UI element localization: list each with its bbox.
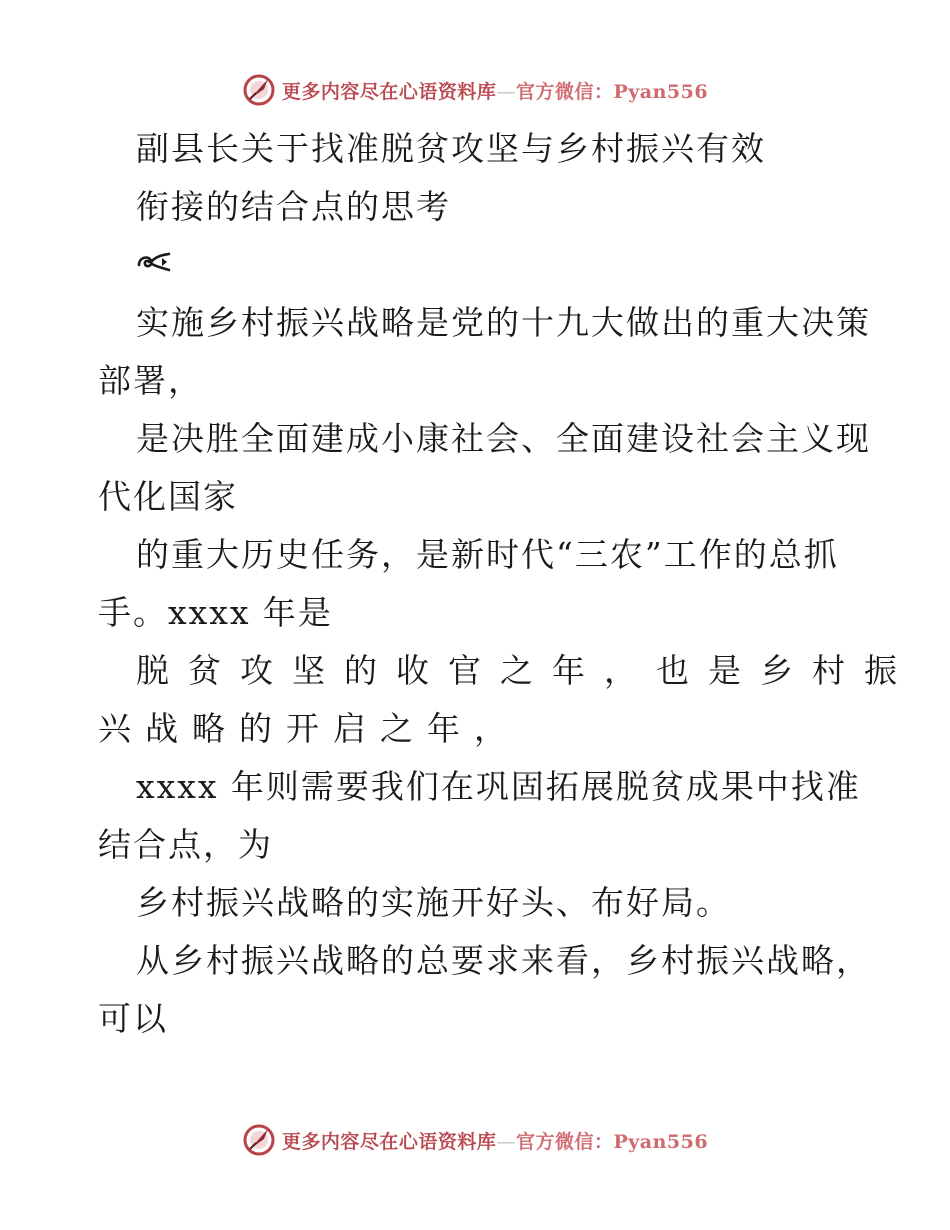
- watermark-wechat: 官方微信：Pyan556: [515, 1130, 709, 1153]
- quill-logo-icon: [242, 1123, 276, 1157]
- document-title-line-2: 衔接的结合点的思考: [136, 187, 451, 226]
- paragraph-line: 兴战略的开启之年，: [98, 709, 521, 748]
- watermark-text: 更多内容尽在心语资料库: [281, 80, 497, 103]
- footer-watermark: [0, 1120, 950, 1160]
- flourish-icon: [136, 250, 172, 274]
- header-watermark: [0, 70, 950, 110]
- quill-logo-icon: [242, 73, 276, 107]
- paragraph-line: 结合点，为: [98, 825, 273, 864]
- paragraph-line: 从乡村振兴战略的总要求来看，乡村振兴战略，: [136, 941, 871, 980]
- paragraph-line: 部署，: [98, 361, 203, 400]
- ornament-row: [98, 236, 858, 294]
- paragraph-line: xxxx 年则需要我们在巩固拓展脱贫成果中找准: [136, 767, 861, 806]
- document-title-line-1: 副县长关于找准脱贫攻坚与乡村振兴有效: [136, 129, 766, 168]
- watermark-separator: —: [496, 80, 516, 103]
- paragraph-line: 手。xxxx 年是: [98, 593, 333, 632]
- paragraph-line: 实施乡村振兴战略是党的十九大做出的重大决策: [136, 303, 871, 342]
- document-body: [98, 120, 916, 1048]
- paragraph-line: 脱贫攻坚的收官之年，也是乡村振: [136, 651, 916, 690]
- paragraph-line: 可以: [98, 999, 168, 1038]
- watermark-wechat: 官方微信：Pyan556: [515, 80, 709, 103]
- paragraph-line: 代化国家: [98, 477, 238, 516]
- watermark-separator: —: [496, 1130, 516, 1153]
- paragraph-line: 乡村振兴战略的实施开好头、布好局。: [136, 883, 731, 922]
- watermark-text: 更多内容尽在心语资料库: [281, 1130, 497, 1153]
- paragraph-line: 是决胜全面建成小康社会、全面建设社会主义现: [136, 419, 871, 458]
- paragraph-line: 的重大历史任务，是新时代“三农”工作的总抓: [136, 535, 839, 574]
